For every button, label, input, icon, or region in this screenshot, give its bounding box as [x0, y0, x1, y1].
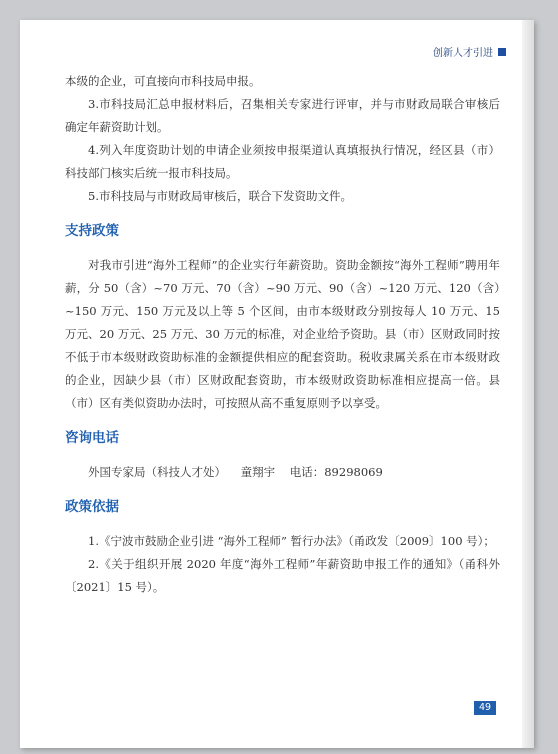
- paragraph-support-policy: 对我市引进“海外工程师”的企业实行年薪资助。资助金额按“海外工程师”聘用年薪，分 50（含）~70 万元、70（含）~90 万元、90（含）~120 万元、120（含）~150 万元、150 万元及以上等 5 个区间，由市本级财政分别按每人 10 万元、15 万元、20 万元、25 万元、30 万元的标准，对企业给予资助。县（市）区财政同时按不低于市本级财政资助标准的金额提供相应的配套资助。税收隶属关系在市本级财政的企业，因缺少县（市）区财政配套资助，市本级财政资助标准相应提高一倍。县（市）区有类似资助办法时，可按照从高不重复原则予以享受。: [65, 258, 500, 410]
- policy-basis-item-2: 2.《关于组织开展 2020 年度“海外工程师”年薪资助申报工作的通知》（甬科外〔2021〕15 号）。: [65, 557, 500, 594]
- contact-line: 外国专家局（科技人才处） 童翔宇 电话：89298069: [88, 465, 383, 479]
- heading-contact-phone: 咨询电话: [65, 430, 119, 446]
- running-header: [433, 44, 506, 59]
- page-number: 49: [474, 701, 496, 715]
- heading-support-policy: 支持政策: [65, 223, 119, 239]
- square-marker-icon: [498, 48, 506, 56]
- page-content: [65, 70, 500, 599]
- paragraph-step-5: 5.市科技局与市财政局审核后，联合下发资助文件。: [88, 189, 352, 203]
- policy-basis-item-1: 1.《宁波市鼓励企业引进 “海外工程师” 暂行办法》（甬政发〔2009〕100 号）；: [88, 534, 495, 548]
- section-title: 创新人才引进: [433, 48, 493, 59]
- paragraph-continuation: 本级的企业，可直接向市科技局申报。: [65, 74, 261, 88]
- paragraph-step-4: 4.列入年度资助计划的申请企业须按申报渠道认真填报执行情况，经区县（市）科技部门核实后统一报市科技局。: [65, 143, 500, 180]
- heading-policy-basis: 政策依据: [65, 499, 119, 515]
- page-spine-shadow: [522, 20, 534, 748]
- paragraph-step-3: 3.市科技局汇总申报材料后，召集相关专家进行评审，并与市财政局联合审核后确定年薪资助计划。: [65, 97, 500, 134]
- document-page: [20, 20, 534, 748]
